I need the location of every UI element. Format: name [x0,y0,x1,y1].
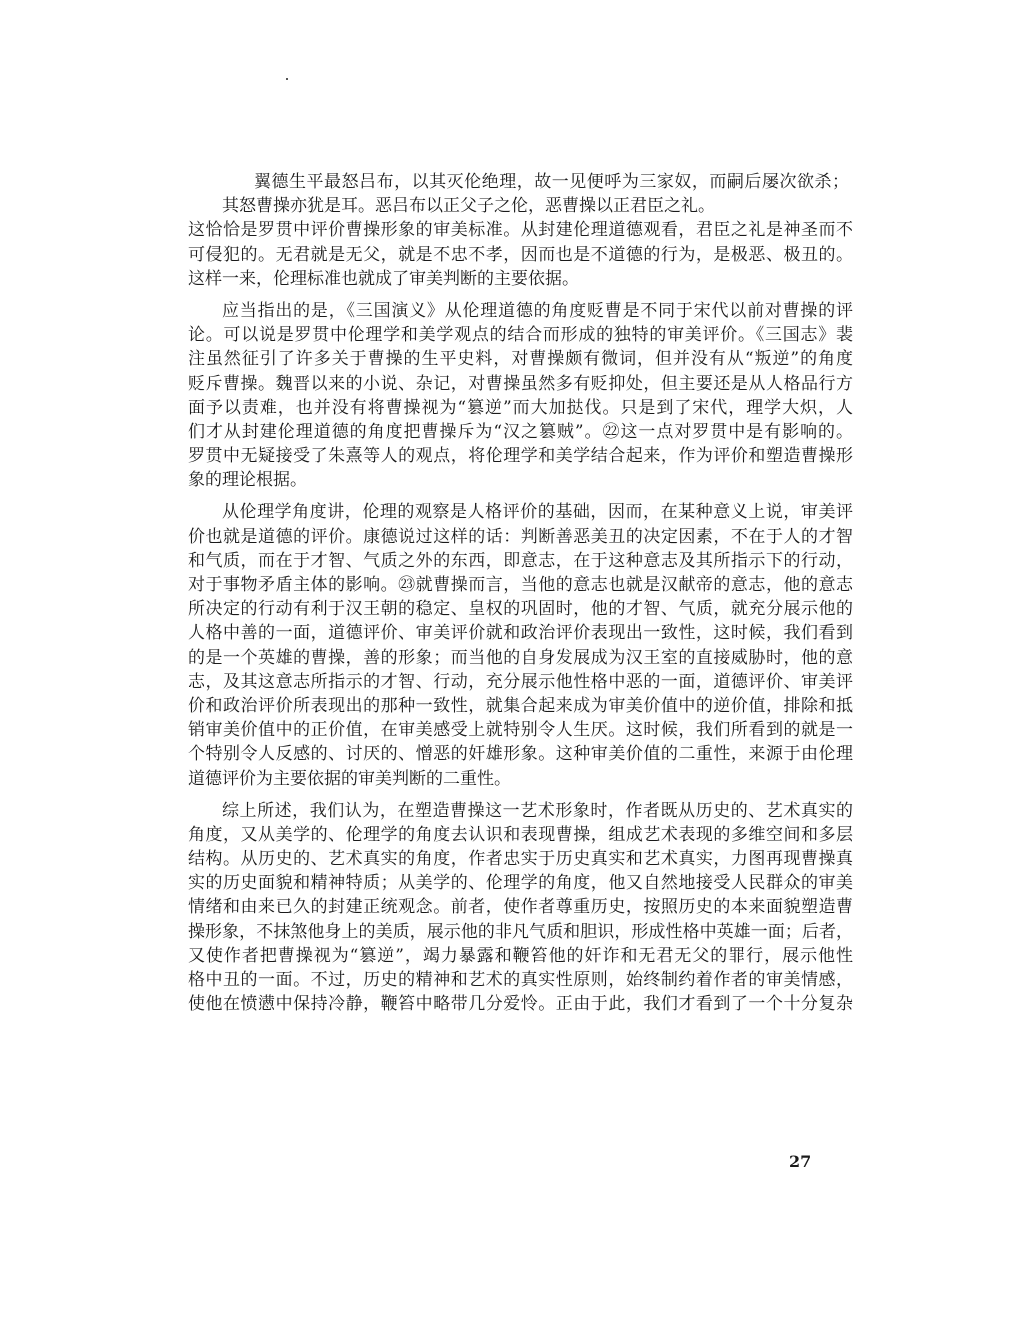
paragraph-3-line-3: 和气质，而在于才智、气质之外的东西，即意志，在于这种意志及其所指示下的行动， [188,550,853,571]
paragraph-4-line-9: 使他在愤懑中保持冷静，鞭笞中略带几分爱怜。正由于此，我们才看到了一个十分复杂 [188,994,853,1015]
paragraph-4-line-8: 格中丑的一面。不过，历史的精神和艺术的真实性原则，始终制约着作者的审美情感， [188,970,853,990]
paragraph-2-line-5: 面予以责难，也并没有将曹操视为“篡逆”而大加挞伐。只是到了宋代，理学大炽，人 [188,397,853,418]
paragraph-1-line-2: 可侵犯的。无君就是无父，就是不忠不孝，因而也是不道德的行为，是极恶、极丑的。 [188,244,853,265]
paragraph-4-line-1: 综上所述，我们认为，在塑造曹操这一艺术形象时，作者既从历史的、艺术真实的 [222,800,853,821]
scan-speck [286,78,288,80]
body-text [188,170,853,1016]
paragraph-2-line-7: 罗贯中无疑接受了朱熹等人的观点，将伦理学和美学结合起来，作为评价和塑造曹操形 [188,446,853,467]
paragraph-3-line-8: 志，及其这意志所指示的才智、行动，充分展示他性格中恶的一面，道德评价、审美评 [188,671,853,692]
quote-line-1: 翼德生平最怒吕布，以其灭伦绝理，故一见便呼为三家奴，而嗣后屡次欲杀； [254,172,849,192]
paragraph-2-line-4: 贬斥曹操。魏晋以来的小说、杂记，对曹操虽然多有贬抑处，但主要还是从人格品行方 [188,373,853,394]
paragraph-3-line-9: 价和政治评价所表现出的那种一致性，就集合起来成为审美价值中的逆价值，排除和抵 [188,695,853,716]
paragraph-4-line-2: 角度，又从美学的、伦理学的角度去认识和表现曹操，组成艺术表现的多维空间和多层 [188,824,853,845]
paragraph-4-line-7: 又使作者把曹操视为“篡逆”，竭力暴露和鞭笞他的奸诈和无君无父的罪行，展示他性 [188,945,853,966]
paragraph-1-line-3: 这样一来，伦理标准也就成了审美判断的主要依据。 [188,268,579,289]
paragraph-4-line-4: 实的历史面貌和精神特质；从美学的、伦理学的角度，他又自然地接受人民群众的审美 [188,873,853,894]
paragraph-2-line-8: 象的理论根据。 [188,470,307,491]
paragraph-3-line-10: 销审美价值中的正价值，在审美感受上就特别令人生厌。这时候，我们所看到的就是一 [188,720,853,741]
paragraph-2-line-6: 们才从封建伦理道德的角度把曹操斥为“汉之篡贼”。㉒这一点对罗贯中是有影响的。 [188,421,853,442]
paragraph-3-line-12: 道德评价为主要依据的审美判断的二重性。 [188,768,511,789]
paragraph-4-line-3: 结构。从历史的、艺术真实的角度，作者忠实于历史真实和艺术真实，力图再现曹操真 [188,849,853,870]
paragraph-3-line-4: 对于事物矛盾主体的影响。㉓就曹操而言，当他的意志也就是汉献帝的意志，他的意志 [188,575,853,595]
paragraph-3-line-6: 人格中善的一面，道德评价、审美评价就和政治评价表现出一致性，这时候，我们看到 [188,623,853,644]
paragraph-4-line-5: 情绪和由来已久的封建正统观念。前者，使作者尊重历史，按照历史的本来面貌塑造曹 [188,897,853,918]
paragraph-3-line-11: 个特别令人反感的、讨厌的、憎恶的奸雄形象。这种审美价值的二重性，来源于由伦理 [188,744,853,765]
paragraph-3-line-1: 从伦理学角度讲，伦理的观察是人格评价的基础，因而，在某种意义上说，审美评 [222,502,853,523]
page-number: 27 [789,1152,812,1171]
paragraph-3-line-5: 所决定的行动有利于汉王朝的稳定、皇权的巩固时，他的才智、气质，就充分展示他的 [188,599,853,620]
paragraph-2-line-1: 应当指出的是，《三国演义》从伦理道德的角度贬曹是不同于宋代以前对曹操的评 [222,300,853,321]
paragraph-2-line-2: 论。可以说是罗贯中伦理学和美学观点的结合而形成的独特的审美评价。《三国志》裴 [188,325,853,346]
paragraph-1-line-1: 这恰恰是罗贯中评价曹操形象的审美标准。从封建伦理道德观看，君臣之礼是神圣而不 [188,220,853,241]
paragraph-3-line-2: 价也就是道德的评价。康德说过这样的话：判断善恶美丑的决定因素，不在于人的才智 [188,526,853,547]
paragraph-4-line-6: 操形象，不抹煞他身上的美质，展示他的非凡气质和胆识，形成性格中英雄一面；后者， [188,921,853,942]
paragraph-3-line-7: 的是一个英雄的曹操，善的形象；而当他的自身发展成为汉王室的直接威胁时，他的意 [188,647,853,668]
quote-line-2: 其怒曹操亦犹是耳。恶吕布以正父子之伦，恶曹操以正君臣之礼。 [222,196,715,217]
paragraph-2-line-3: 注虽然征引了许多关于曹操的生平史料，对曹操颇有微词，但并没有从“叛逆”的角度 [188,349,853,370]
